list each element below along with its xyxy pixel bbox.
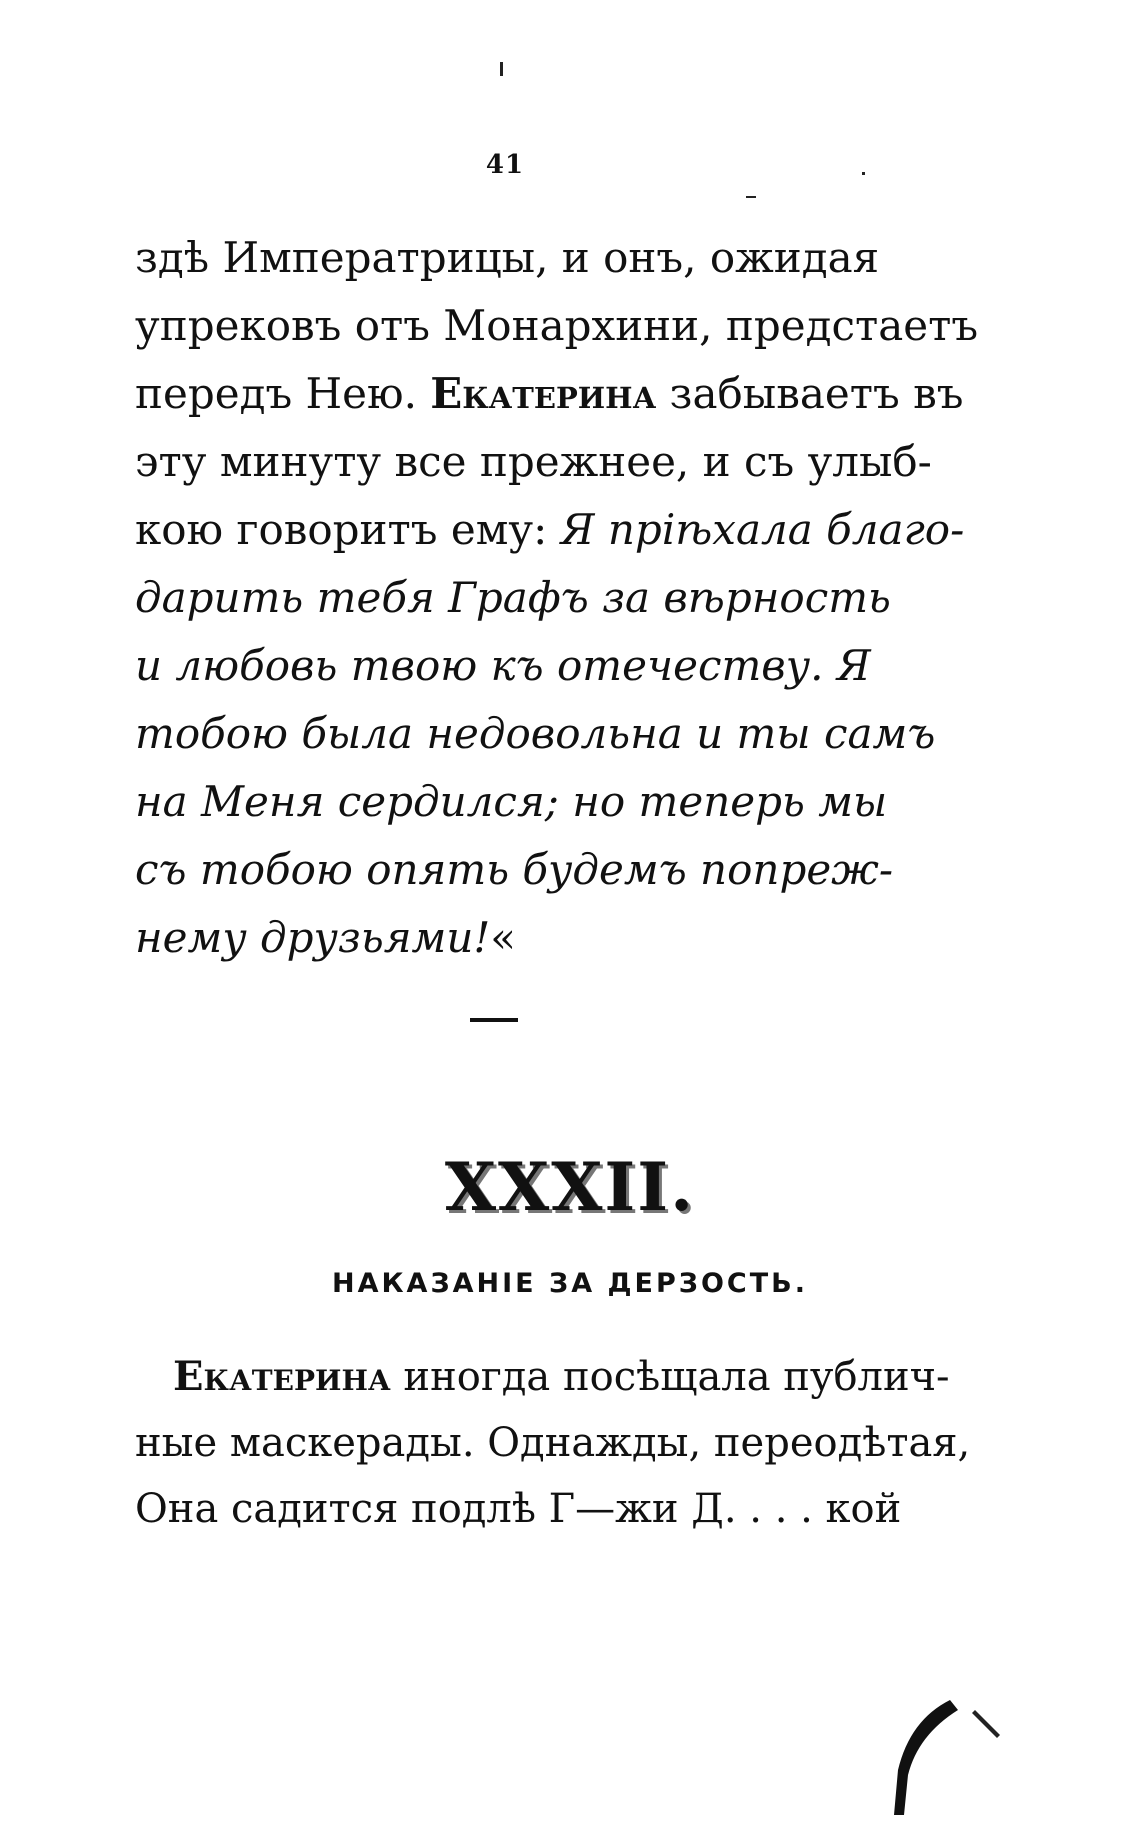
text-run: иногда посѣщала публич- bbox=[390, 1354, 950, 1400]
text-run: « bbox=[490, 913, 516, 962]
text-line bbox=[135, 564, 891, 632]
text-run: забываетъ въ bbox=[656, 369, 964, 418]
text-run: эту минуту все прежнее, и съ улыб- bbox=[135, 437, 932, 486]
text-line bbox=[135, 1344, 950, 1410]
text-line bbox=[135, 904, 865, 972]
page-number: 41 bbox=[485, 150, 525, 180]
text-run: нему друзьями! bbox=[135, 913, 491, 962]
text-line bbox=[135, 428, 932, 496]
scan-speck bbox=[500, 62, 503, 76]
scan-speck bbox=[746, 196, 756, 198]
text-run: тобою была недовольна и ты самъ bbox=[135, 709, 936, 758]
text-run: упрековъ отъ Монархини, предстаетъ bbox=[135, 301, 979, 350]
text-line bbox=[135, 768, 888, 836]
text-line bbox=[135, 292, 979, 360]
text-run: и любовь твою къ отечеству. Я bbox=[135, 641, 871, 690]
text-run: съ тобою опять будемъ попреж- bbox=[135, 845, 894, 894]
chapter-title: НАКАЗАНІЕ ЗА ДЕРЗОСТЬ. bbox=[332, 1268, 808, 1299]
text-line bbox=[135, 700, 936, 768]
text-run: дарить тебя Графъ за вѣрность bbox=[135, 573, 891, 622]
text-line bbox=[135, 1410, 971, 1476]
text-line bbox=[135, 632, 871, 700]
text-run: ные маскерады. Однажды, переодѣтая, bbox=[135, 1420, 971, 1466]
text-run: Екатерина bbox=[430, 369, 657, 418]
paragraph-new bbox=[135, 1344, 971, 1542]
section-divider bbox=[470, 1018, 518, 1022]
text-run: кою говоритъ ему: bbox=[135, 505, 561, 554]
text-run: Она садится подлѣ Г—жи Д. . . . кой bbox=[135, 1486, 902, 1532]
paragraph-continued bbox=[135, 224, 979, 972]
text-line bbox=[135, 836, 894, 904]
text-line bbox=[135, 224, 880, 292]
text-run: здѣ Императрицы, и онъ, ожидая bbox=[135, 233, 880, 282]
text-run: Екатерина bbox=[173, 1353, 391, 1400]
text-line bbox=[135, 1476, 902, 1542]
text-run: на Меня сердился; но теперь мы bbox=[135, 777, 888, 826]
text-line bbox=[135, 496, 965, 564]
text-run: Я пріѣхала благо- bbox=[560, 505, 965, 554]
scan-binding-mark bbox=[880, 1680, 1000, 1820]
text-run: передъ Нею. bbox=[135, 369, 431, 418]
text-line bbox=[135, 360, 964, 428]
chapter-number: XXXII. bbox=[444, 1148, 696, 1226]
